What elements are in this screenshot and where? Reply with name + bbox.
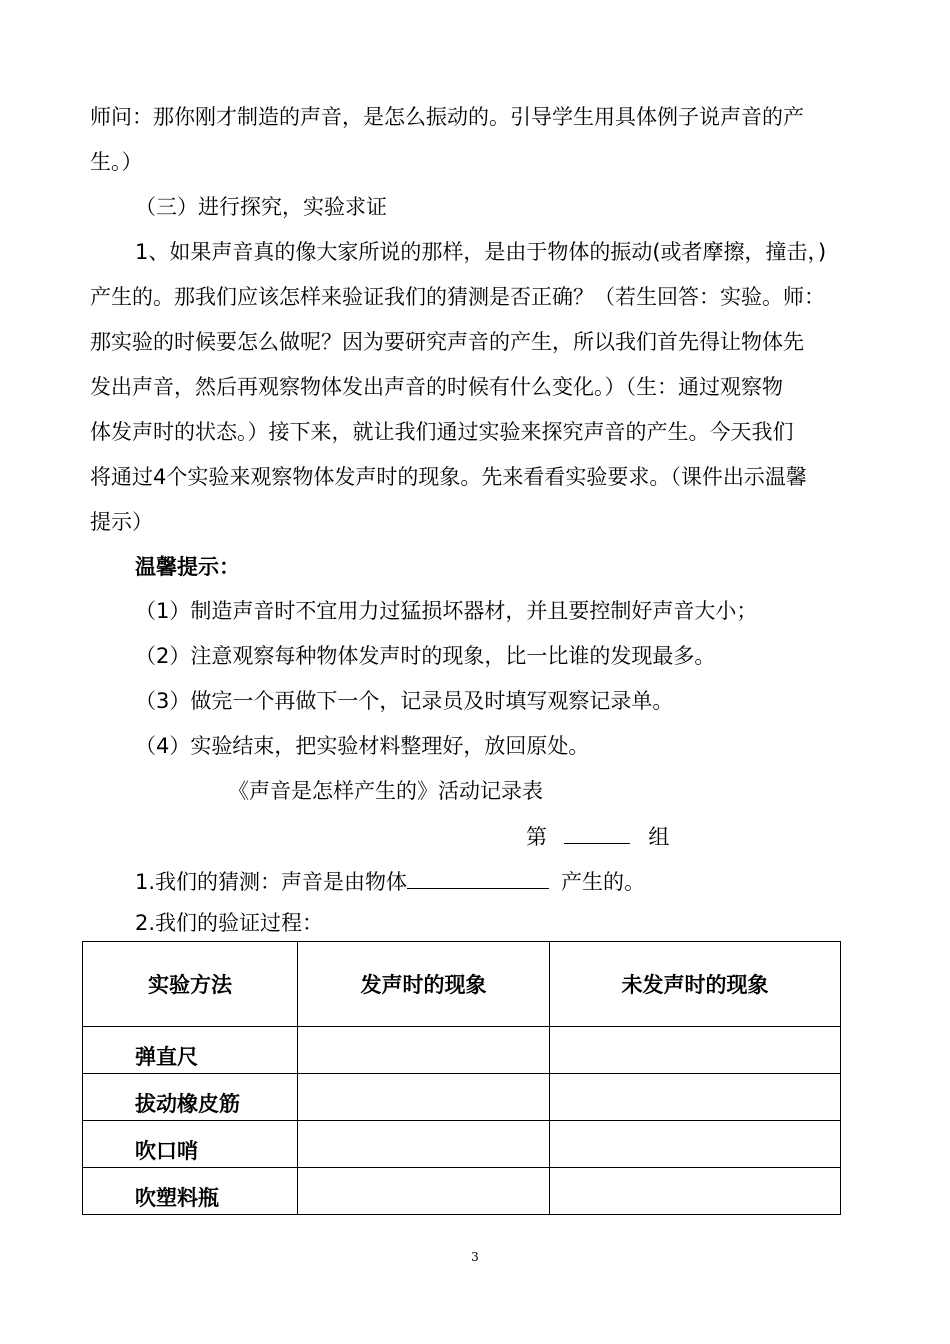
table-row <box>83 1121 841 1168</box>
tip-item-4: （4）实验结束，把实验材料整理好，放回原处。 <box>135 734 590 758</box>
paragraph-2-line-5: 体发声时的状态。）接下来，就让我们通过实验来探究声音的产生。今天我们 <box>90 420 794 444</box>
guess-prefix: 1.我们的猜测：声音是由物体 <box>135 870 408 894</box>
verification-label: 2.我们的验证过程： <box>135 911 324 935</box>
group-number-line <box>526 821 826 852</box>
table-row <box>83 1074 841 1121</box>
not-sounding-cell[interactable] <box>550 1074 841 1121</box>
group-number-blank[interactable] <box>564 821 630 844</box>
group-prefix: 第 <box>526 825 547 849</box>
table-row <box>83 1027 841 1074</box>
table-header-row <box>83 942 841 1027</box>
tip-item-2: （2）注意观察每种物体发声时的现象，比一比谁的发现最多。 <box>135 644 716 668</box>
not-sounding-cell[interactable] <box>550 1121 841 1168</box>
paragraph-2-line-1: 1、如果声音真的像大家所说的那样，是由于物体的振动(或者摩擦，撞击，) <box>135 240 827 264</box>
sounding-cell[interactable] <box>298 1121 550 1168</box>
tip-item-1: （1）制造声音时不宜用力过猛损坏器材，并且要控制好声音大小； <box>135 599 758 623</box>
paragraph-2-line-6: 将通过4个实验来观察物体发声时的现象。先来看看实验要求。（课件出示温馨 <box>90 465 807 489</box>
tip-item-3: （3）做完一个再做下一个，记录员及时填写观察记录单。 <box>135 689 674 713</box>
header-not-sounding: 未发声时的现象 <box>550 942 841 1027</box>
row-label: 吹口哨 <box>83 1121 298 1168</box>
header-method: 实验方法 <box>83 942 298 1027</box>
tips-title: 温馨提示： <box>135 555 240 579</box>
header-sounding: 发声时的现象 <box>298 942 550 1027</box>
guess-suffix: 产生的。 <box>561 870 646 894</box>
record-form-title: 《声音是怎样产生的》活动记录表 <box>228 779 543 803</box>
paragraph-2-line-2: 产生的。那我们应该怎样来验证我们的猜测是否正确？（若生回答：实验。师： <box>90 285 825 309</box>
guess-line <box>135 866 915 897</box>
group-suffix: 组 <box>648 825 670 849</box>
paragraph-1-line-2: 生。） <box>90 150 143 174</box>
not-sounding-cell[interactable] <box>550 1027 841 1074</box>
section-3-title: （三）进行探究，实验求证 <box>135 195 387 219</box>
row-label: 弹直尺 <box>83 1027 298 1074</box>
paragraph-2-line-7: 提示） <box>90 510 153 534</box>
paragraph-2-line-4: 发出声音，然后再观察物体发出声音的时候有什么变化。）（生：通过观察物 <box>90 375 783 399</box>
not-sounding-cell[interactable] <box>550 1168 841 1215</box>
paragraph-1-line-1: 师问：那你刚才制造的声音，是怎么振动的。引导学生用具体例子说声音的产 <box>90 105 804 129</box>
table-row <box>83 1168 841 1215</box>
row-label: 拔动橡皮筋 <box>83 1074 298 1121</box>
page-number: 3 <box>471 1250 479 1264</box>
paragraph-2-line-3: 那实验的时候要怎么做呢？因为要研究声音的产生，所以我们首先得让物体先 <box>90 330 804 354</box>
sounding-cell[interactable] <box>298 1027 550 1074</box>
sounding-cell[interactable] <box>298 1074 550 1121</box>
guess-blank[interactable] <box>407 866 549 889</box>
row-label: 吹塑料瓶 <box>83 1168 298 1215</box>
sounding-cell[interactable] <box>298 1168 550 1215</box>
record-table <box>82 941 841 1215</box>
